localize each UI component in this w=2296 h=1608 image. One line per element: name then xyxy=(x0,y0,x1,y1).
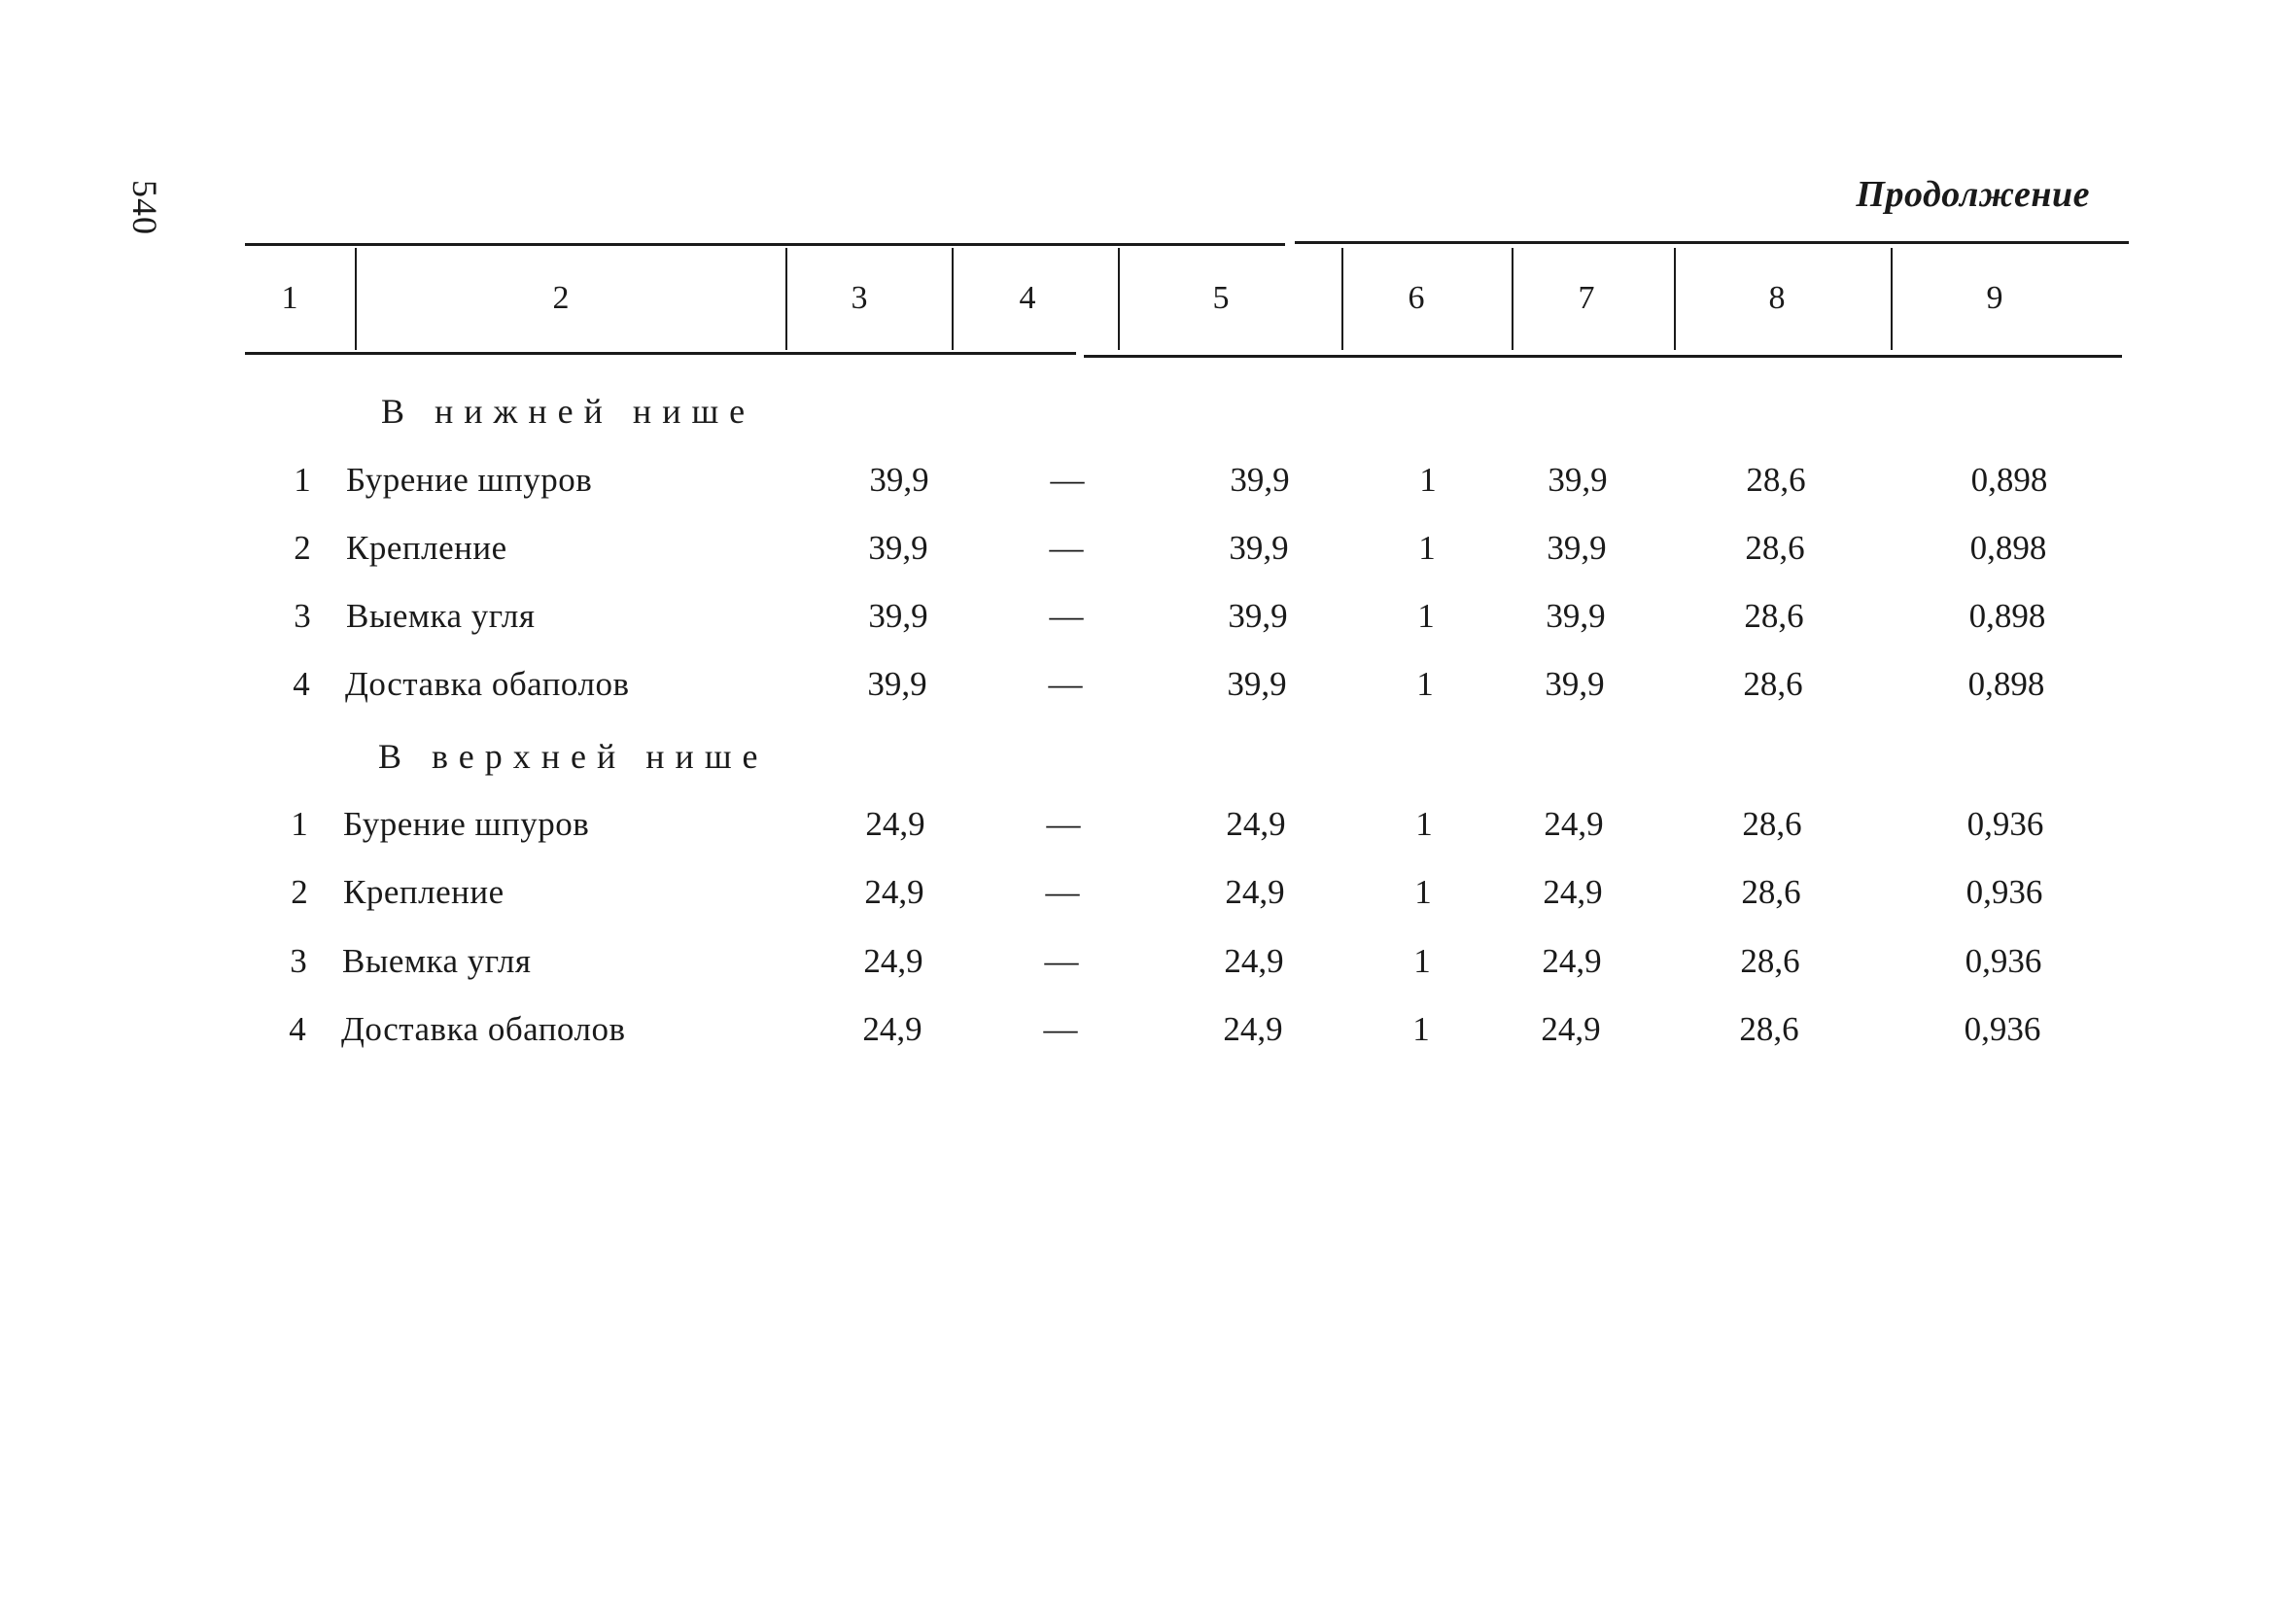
operation-name: Выемка угля xyxy=(346,597,536,635)
cell-col3: 39,9 xyxy=(868,529,928,567)
column-header-2: 2 xyxy=(552,280,570,316)
row-number: 2 xyxy=(291,873,308,911)
row-number: 4 xyxy=(293,665,310,703)
cell-col7: 24,9 xyxy=(1541,1010,1601,1048)
column-separator xyxy=(355,248,357,350)
cell-col8: 28,6 xyxy=(1743,665,1803,703)
row-number: 3 xyxy=(294,597,311,635)
cell-col6: 1 xyxy=(1412,1010,1430,1048)
cell-col7: 39,9 xyxy=(1545,665,1605,703)
row-number: 1 xyxy=(294,461,311,499)
operation-name: Бурение шпуров xyxy=(346,461,593,499)
cell-col4: — xyxy=(1050,461,1085,499)
cell-col7: 39,9 xyxy=(1547,529,1607,567)
cell-col4: — xyxy=(1049,597,1084,635)
cell-col4: — xyxy=(1045,873,1080,911)
cell-col5: 39,9 xyxy=(1228,597,1288,635)
cell-col5: 39,9 xyxy=(1230,461,1290,499)
operation-name: Доставка обаполов xyxy=(341,1010,626,1048)
cell-col5: 24,9 xyxy=(1225,873,1285,911)
cell-col4: — xyxy=(1046,805,1081,843)
column-header-9: 9 xyxy=(1986,280,2003,316)
cell-col9: 0,898 xyxy=(1970,461,2048,499)
table-header-bottom-rule-right xyxy=(1084,355,2122,358)
cell-col4: — xyxy=(1044,942,1079,980)
cell-col9: 0,898 xyxy=(1969,529,2047,567)
column-header-5: 5 xyxy=(1212,280,1230,316)
column-header-3: 3 xyxy=(851,280,868,316)
cell-col8: 28,6 xyxy=(1746,461,1806,499)
cell-col8: 28,6 xyxy=(1745,529,1805,567)
operation-name: Доставка обаполов xyxy=(345,665,630,703)
cell-col4: — xyxy=(1043,1010,1078,1048)
cell-col7: 24,9 xyxy=(1542,942,1602,980)
page-number: 540 xyxy=(125,180,164,235)
cell-col7: 24,9 xyxy=(1544,805,1604,843)
cell-col6: 1 xyxy=(1414,873,1432,911)
cell-col9: 0,936 xyxy=(1966,873,2043,911)
cell-col6: 1 xyxy=(1413,942,1431,980)
cell-col5: 24,9 xyxy=(1223,1010,1283,1048)
cell-col6: 1 xyxy=(1416,665,1434,703)
cell-col5: 39,9 xyxy=(1227,665,1287,703)
continuation-label: Продолжение xyxy=(1856,174,2090,215)
column-separator xyxy=(952,248,954,350)
cell-col9: 0,936 xyxy=(1964,1010,2041,1048)
row-number: 3 xyxy=(290,942,307,980)
cell-col5: 24,9 xyxy=(1224,942,1284,980)
table-header-bottom-rule-left xyxy=(245,352,1076,355)
cell-col3: 39,9 xyxy=(868,597,928,635)
cell-col5: 39,9 xyxy=(1229,529,1289,567)
cell-col3: 39,9 xyxy=(867,665,927,703)
column-separator xyxy=(1891,248,1893,350)
column-separator xyxy=(785,248,787,350)
table-top-rule-right xyxy=(1295,241,2129,244)
column-header-8: 8 xyxy=(1768,280,1786,316)
cell-col8: 28,6 xyxy=(1744,597,1804,635)
table-top-rule-left xyxy=(245,243,1285,246)
row-number: 1 xyxy=(291,805,308,843)
column-separator xyxy=(1118,248,1120,350)
operation-name: Выемка угля xyxy=(342,942,532,980)
cell-col9: 0,936 xyxy=(1966,805,2044,843)
row-number: 2 xyxy=(294,529,311,567)
cell-col6: 1 xyxy=(1418,529,1436,567)
cell-col5: 24,9 xyxy=(1226,805,1286,843)
operation-name: Бурение шпуров xyxy=(343,805,590,843)
cell-col7: 39,9 xyxy=(1548,461,1608,499)
column-header-7: 7 xyxy=(1578,280,1595,316)
cell-col7: 39,9 xyxy=(1546,597,1606,635)
cell-col8: 28,6 xyxy=(1740,942,1800,980)
cell-col8: 28,6 xyxy=(1739,1010,1799,1048)
cell-col8: 28,6 xyxy=(1742,805,1802,843)
row-number: 4 xyxy=(289,1010,306,1048)
operation-name: Крепление xyxy=(346,529,507,567)
cell-col8: 28,6 xyxy=(1741,873,1801,911)
section-title: В верхней нише xyxy=(378,737,769,776)
cell-col6: 1 xyxy=(1419,461,1437,499)
column-separator xyxy=(1341,248,1343,350)
cell-col3: 24,9 xyxy=(864,873,924,911)
section-title: В нижней нише xyxy=(381,392,756,431)
cell-col3: 24,9 xyxy=(863,942,923,980)
cell-col6: 1 xyxy=(1417,597,1435,635)
cell-col3: 39,9 xyxy=(869,461,929,499)
column-separator xyxy=(1512,248,1513,350)
cell-col3: 24,9 xyxy=(865,805,925,843)
cell-col6: 1 xyxy=(1415,805,1433,843)
cell-col9: 0,898 xyxy=(1967,665,2045,703)
cell-col9: 0,898 xyxy=(1968,597,2046,635)
column-separator xyxy=(1674,248,1676,350)
cell-col9: 0,936 xyxy=(1965,942,2042,980)
column-header-4: 4 xyxy=(1019,280,1036,316)
operation-name: Крепление xyxy=(343,873,504,911)
column-header-1: 1 xyxy=(281,280,298,316)
cell-col3: 24,9 xyxy=(862,1010,922,1048)
cell-col7: 24,9 xyxy=(1543,873,1603,911)
cell-col4: — xyxy=(1049,529,1084,567)
cell-col4: — xyxy=(1048,665,1083,703)
column-header-6: 6 xyxy=(1408,280,1425,316)
